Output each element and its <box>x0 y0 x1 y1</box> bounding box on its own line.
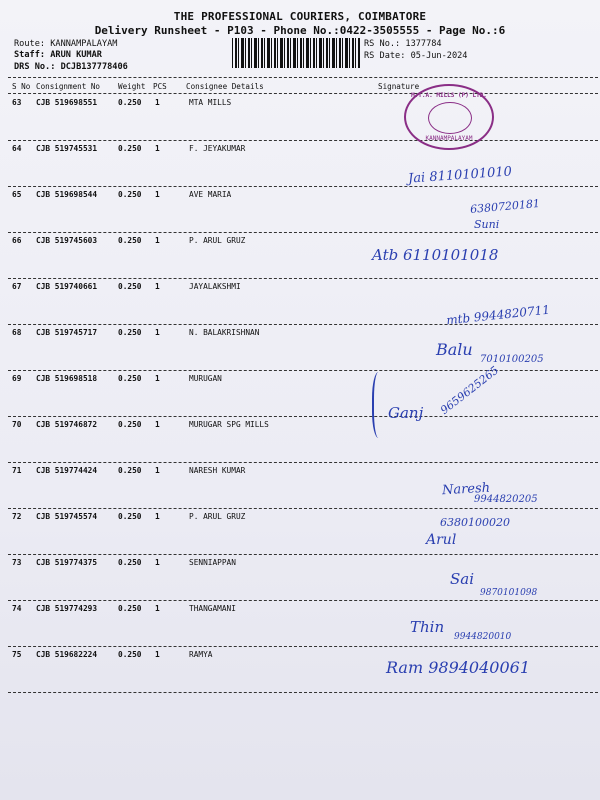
signature-67: mtb 9944820711 <box>445 302 551 328</box>
row-consignee: N. BALAKRISHNAN <box>189 328 260 337</box>
row-weight: 0.250 <box>118 190 142 199</box>
row-sno: 74 <box>12 604 22 613</box>
row-pcs: 1 <box>155 190 160 199</box>
row-sno: 69 <box>12 374 22 383</box>
row-consignment-no: CJB 519745717 <box>36 328 98 337</box>
row-pcs: 1 <box>155 282 160 291</box>
row-consignment-no: CJB 519745574 <box>36 512 98 521</box>
col-sno: S No <box>12 82 31 91</box>
row-consignee: NARESH KUMAR <box>189 466 246 475</box>
row-consignment-no: CJB 519745603 <box>36 236 98 245</box>
signature-71-name: Naresh <box>441 480 491 499</box>
stamp-logo <box>428 102 472 134</box>
row-pcs: 1 <box>155 236 160 245</box>
row-pcs: 1 <box>155 328 160 337</box>
row-divider <box>8 232 598 233</box>
header-rule-bottom <box>8 93 598 94</box>
signature-71-number: 9944820205 <box>474 494 538 505</box>
runsheet-subtitle: Delivery Runsheet - P103 - Phone No.:0422-3505555 - Page No.:6 <box>94 24 506 37</box>
row-pcs: 1 <box>155 558 160 567</box>
row-divider <box>8 600 598 601</box>
row-consignee: AVE MARIA <box>189 190 232 199</box>
row-sno: 75 <box>12 650 22 659</box>
row-weight: 0.250 <box>118 558 142 567</box>
row-pcs: 1 <box>155 650 160 659</box>
row-sno: 68 <box>12 328 22 337</box>
signature-72-number: 6380100020 <box>440 516 510 529</box>
row-pcs: 1 <box>155 466 160 475</box>
drs-number: DRS No.: DCJB137778406 <box>14 62 128 72</box>
stamp-text: M.T.A. MILLS (P) LTD. <box>411 92 487 99</box>
signature-65-name: Suni <box>474 218 500 231</box>
signature-75: Ram 9894040061 <box>386 658 531 677</box>
row-divider <box>8 508 598 509</box>
row-consignment-no: CJB 519774375 <box>36 558 98 567</box>
row-pcs: 1 <box>155 144 160 153</box>
row-consignee: MURUGAR SPG MILLS <box>189 420 269 429</box>
row-sno: 72 <box>12 512 22 521</box>
row-weight: 0.250 <box>118 282 142 291</box>
row-divider <box>8 416 598 417</box>
row-pcs: 1 <box>155 420 160 429</box>
header-rule-top <box>8 77 598 78</box>
row-divider <box>8 324 598 325</box>
stamp-place: KANNAMPALAYAM <box>425 135 473 142</box>
signature-69-70-name: Ganj <box>388 404 424 422</box>
row-sno: 63 <box>12 98 22 107</box>
row-weight: 0.250 <box>118 98 142 107</box>
row-sno: 73 <box>12 558 22 567</box>
row-sno: 71 <box>12 466 22 475</box>
company-title: THE PROFESSIONAL COURIERS, COIMBATORE <box>173 10 427 23</box>
row-divider <box>8 186 598 187</box>
row-consignee: P. ARUL GRUZ <box>189 512 246 521</box>
row-sno: 66 <box>12 236 22 245</box>
row-sno: 67 <box>12 282 22 291</box>
row-consignment-no: CJB 519774293 <box>36 604 98 613</box>
row-divider <box>8 462 598 463</box>
row-consignee: MURUGAN <box>189 374 222 383</box>
signature-68-number: 7010100205 <box>480 354 544 365</box>
row-weight: 0.250 <box>118 604 142 613</box>
signature-68-name: Balu <box>436 340 473 359</box>
col-consignment: Consignment No <box>36 82 101 91</box>
col-consignee: Consignee Details <box>186 82 264 91</box>
row-divider <box>8 370 598 371</box>
company-stamp <box>404 84 494 150</box>
row-consignment-no: CJB 519746872 <box>36 420 98 429</box>
row-sno: 65 <box>12 190 22 199</box>
signature-brace <box>372 372 388 438</box>
row-divider <box>8 278 598 279</box>
rs-date: RS Date: 05-Jun-2024 <box>364 51 468 61</box>
signature-73-name: Sai <box>450 570 475 588</box>
signature-72-name: Arul <box>426 532 457 548</box>
row-divider <box>8 692 598 693</box>
row-consignment-no: CJB 519698544 <box>36 190 98 199</box>
col-pcs: PCS <box>153 82 167 91</box>
row-consignee: F. JEYAKUMAR <box>189 144 246 153</box>
row-divider <box>8 646 598 647</box>
row-weight: 0.250 <box>118 420 142 429</box>
signature-74-number: 9944820010 <box>454 632 512 642</box>
row-pcs: 1 <box>155 604 160 613</box>
barcode <box>232 38 360 68</box>
row-weight: 0.250 <box>118 512 142 521</box>
row-consignee: MTA MILLS <box>189 98 232 107</box>
row-pcs: 1 <box>155 374 160 383</box>
row-consignment-no: CJB 519698518 <box>36 374 98 383</box>
row-weight: 0.250 <box>118 328 142 337</box>
row-consignee: P. ARUL GRUZ <box>189 236 246 245</box>
signature-73-number: 9870101098 <box>480 588 538 598</box>
row-consignee: SENNIAPPAN <box>189 558 236 567</box>
signature-74-name: Thin <box>410 618 445 636</box>
row-divider <box>8 554 598 555</box>
row-sno: 70 <box>12 420 22 429</box>
row-weight: 0.250 <box>118 144 142 153</box>
row-consignment-no: CJB 519740661 <box>36 282 98 291</box>
row-weight: 0.250 <box>118 650 142 659</box>
signature-66: Atb 6110101018 <box>372 246 499 264</box>
row-consignment-no: CJB 519745531 <box>36 144 98 153</box>
col-signature: Signature <box>378 82 420 91</box>
row-consignment-no: CJB 519698551 <box>36 98 98 107</box>
row-consignee: THANGAMANI <box>189 604 236 613</box>
signature-65-number: 6380720181 <box>469 196 541 217</box>
row-weight: 0.250 <box>118 236 142 245</box>
row-weight: 0.250 <box>118 374 142 383</box>
row-weight: 0.250 <box>118 466 142 475</box>
row-pcs: 1 <box>155 512 160 521</box>
row-consignee: JAYALAKSHMI <box>189 282 241 291</box>
row-consignment-no: CJB 519682224 <box>36 650 98 659</box>
row-divider <box>8 140 598 141</box>
signature-69-70-number: 9659625265 <box>437 363 502 417</box>
rs-number: RS No.: 1377784 <box>364 39 442 49</box>
staff-label: Staff: ARUN KUMAR <box>14 50 102 60</box>
signature-64: Jai 8110101010 <box>407 164 513 187</box>
row-consignee: RAMYA <box>189 650 213 659</box>
row-consignment-no: CJB 519774424 <box>36 466 98 475</box>
col-weight: Weight <box>118 82 146 91</box>
row-sno: 64 <box>12 144 22 153</box>
row-pcs: 1 <box>155 98 160 107</box>
route-label: Route: KANNAMPALAYAM <box>14 39 118 49</box>
